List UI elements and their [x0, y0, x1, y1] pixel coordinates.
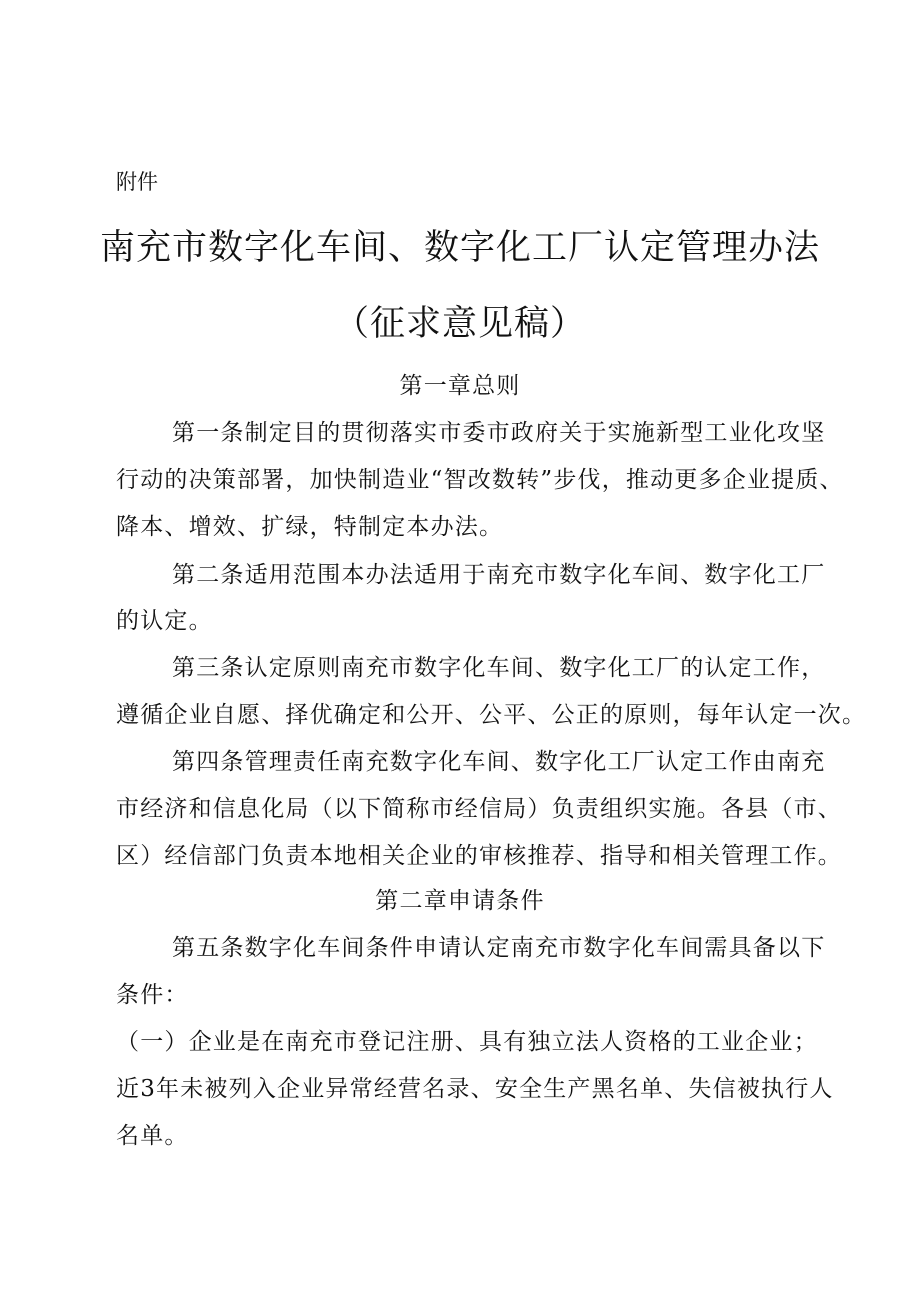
paragraph-line: 第二条适用范围本办法适用于南充市数字化车间、数字化工厂 — [172, 562, 826, 588]
paragraph-line: 行动的决策部署，加快制造业“智改数转”步伐，推动更多企业提质、 — [116, 467, 844, 493]
paragraph-line: （一）企业是在南充市登记注册、具有独立法人资格的工业企业； — [116, 1029, 818, 1055]
paragraph-line: 区）经信部门负责本地相关企业的审核推荐、指导和相关管理工作。 — [116, 843, 842, 869]
paragraph-line: 第三条认定原则南充市数字化车间、数字化工厂的认定工作， — [172, 655, 826, 681]
paragraph-line: 近3年未被列入企业异常经营名录、安全生产黑名单、失信被执行人 — [116, 1076, 834, 1102]
paragraph-line: 第四条管理责任南充数字化车间、数字化工厂认定工作由南充 — [172, 749, 826, 775]
attachment-label: 附件 — [116, 170, 158, 194]
paragraph-line: 名单。 — [116, 1123, 189, 1149]
paragraph-line: 第一条制定目的贯彻落实市委市政府关于实施新型工业化攻坚 — [172, 420, 826, 446]
paragraph-line: 遵循企业自愿、择优确定和公开、公平、公正的原则，每年认定一次。 — [116, 702, 867, 728]
document-subtitle: （征求意见稿） — [333, 304, 586, 344]
chapter-heading: 第一章总则 — [399, 373, 521, 399]
paragraph-line: 的认定。 — [116, 608, 213, 634]
document-title: 南充市数字化车间、数字化工厂认定管理办法 — [99, 228, 820, 268]
paragraph-line: 降本、增效、扩绿，特制定本办法。 — [116, 514, 504, 540]
paragraph-line: 第五条数字化车间条件申请认定南充市数字化车间需具备以下 — [172, 935, 826, 961]
paragraph-line: 条件： — [116, 982, 189, 1008]
paragraph-line: 市经济和信息化局（以下简称市经信局）负责组织实施。各县（市、 — [116, 796, 842, 822]
chapter-heading: 第二章申请条件 — [375, 888, 545, 914]
